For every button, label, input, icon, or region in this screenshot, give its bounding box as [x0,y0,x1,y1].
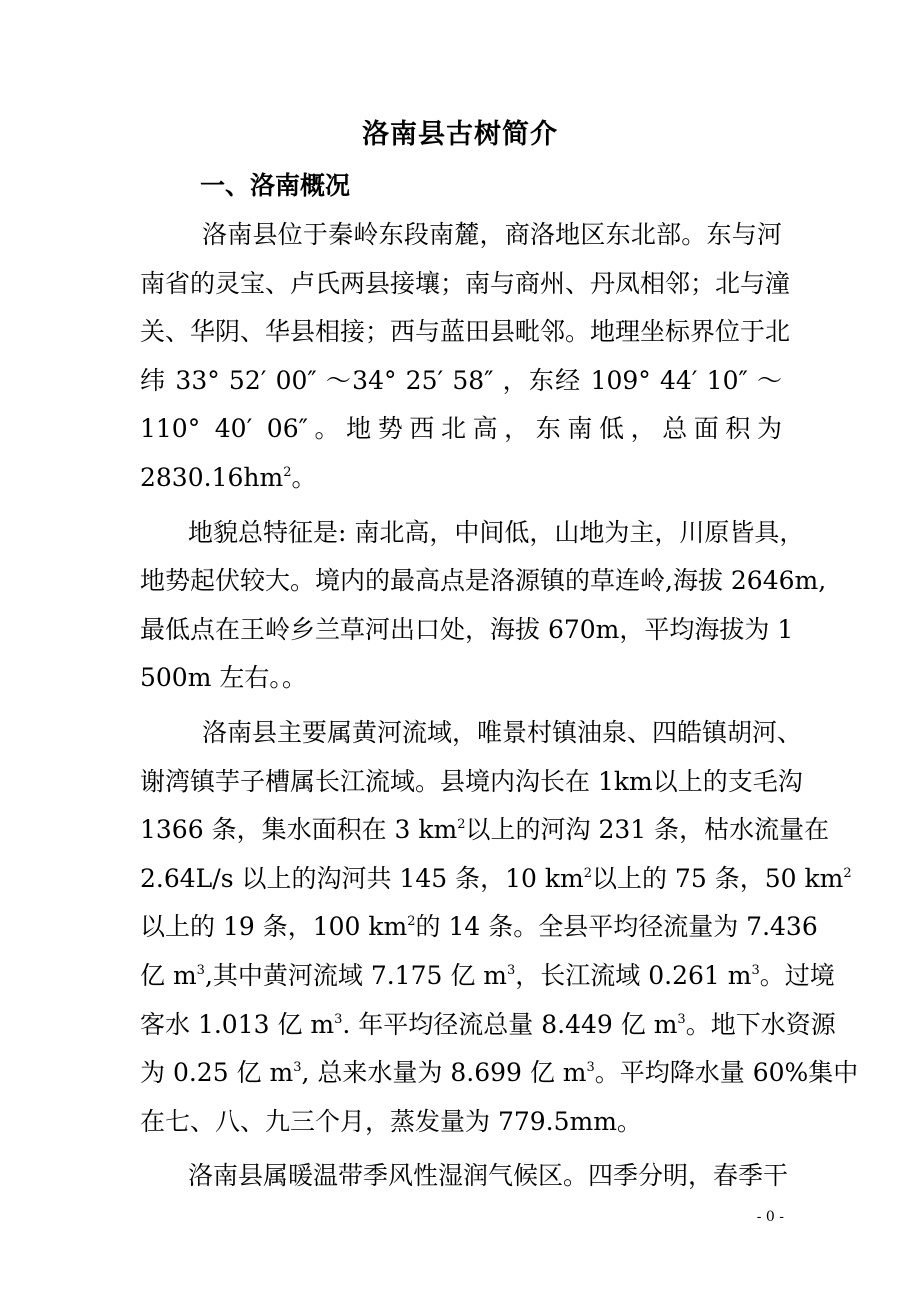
page-number: - 0 - [756,1209,784,1225]
paragraph-3-line: 2.64L/s 以上的沟河共 145 条，10 $km^2$以上的 75 条，50 $km^2$ [140,863,852,893]
document-body [140,211,859,1201]
paragraph-3-line: 谢湾镇芋子槽属长江流域。县境内沟长在 1km以上的支毛沟 [140,766,803,796]
paragraph-3-line: 洛南县主要属黄河流域，唯景村镇油泉、四皓镇胡河、 [202,717,803,747]
paragraph-3-line: 在七、八、九三个月，蒸发量为 779.5mm。 [140,1106,642,1136]
paragraph-3-line: 1366 条，集水面积在 3 $km^2$以上的河沟 231 条，枯水流量在 [140,815,830,845]
paragraph-1-line: 洛南县位于秦岭东段南麓，商洛地区东北部。东与河 [202,220,782,249]
paragraph-2-line: 地势起伏较大。境内的最高点是洛源镇的草连岭,海拔 2646m, [140,566,827,596]
paragraph-3-line: 客水 1.013 亿 $m^3$. 年平均径流总量 8.449 亿 $m^3$。地下水资源 [140,1009,836,1039]
paragraph-1-line: 纬 33° 52′ 00″ ～34° 25′ 58″ ，东经 109° 44′ 10″ ～ [140,365,782,395]
paragraph-2-line: 地貌总特征是: 南北高，中间低，山地为主，川原皆具， [188,517,805,547]
paragraph-2-line: 500m 左右。。 [140,663,307,693]
section-heading: 一、洛南概况 [200,171,351,200]
paragraph-3-line: 为 0.25 亿 $m^3$, 总来水量为 8.699 亿 $m^3$。平均降水量 60%集中 [140,1058,859,1088]
paragraph-1-line: 关、华阴、华县相接；西与蓝田县毗邻。地理坐标界位于北 [140,317,791,347]
paragraph-2-line: 最低点在王岭乡兰草河出口处，海拔 670m，平均海拔为 1 [140,614,794,644]
paragraph-1-line: 110° 40′ 06″。地势西北高，东南低，总面积为 [140,414,782,444]
document-title: 洛南县古树简介 [362,119,558,150]
paragraph-4-line: 洛南县属暖温带季风性湿润气候区。四季分明，春季干 [188,1161,789,1191]
paragraph-3-line: 亿 $m^3$,其中黄河流域 7.175 亿 $m^3$，长江流域 0.261 $m^3$。过境 [140,960,835,990]
paragraph-1-line: $2830.16hm^2$。 [140,462,317,492]
paragraph-1-line: 南省的灵宝、卢氏两县接壤；南与商州、丹凤相邻；北与潼 [140,268,791,298]
paragraph-3-line: 以上的 19 条，100 $km^2$的 14 条。全县平均径流量为 7.436 [140,912,818,942]
